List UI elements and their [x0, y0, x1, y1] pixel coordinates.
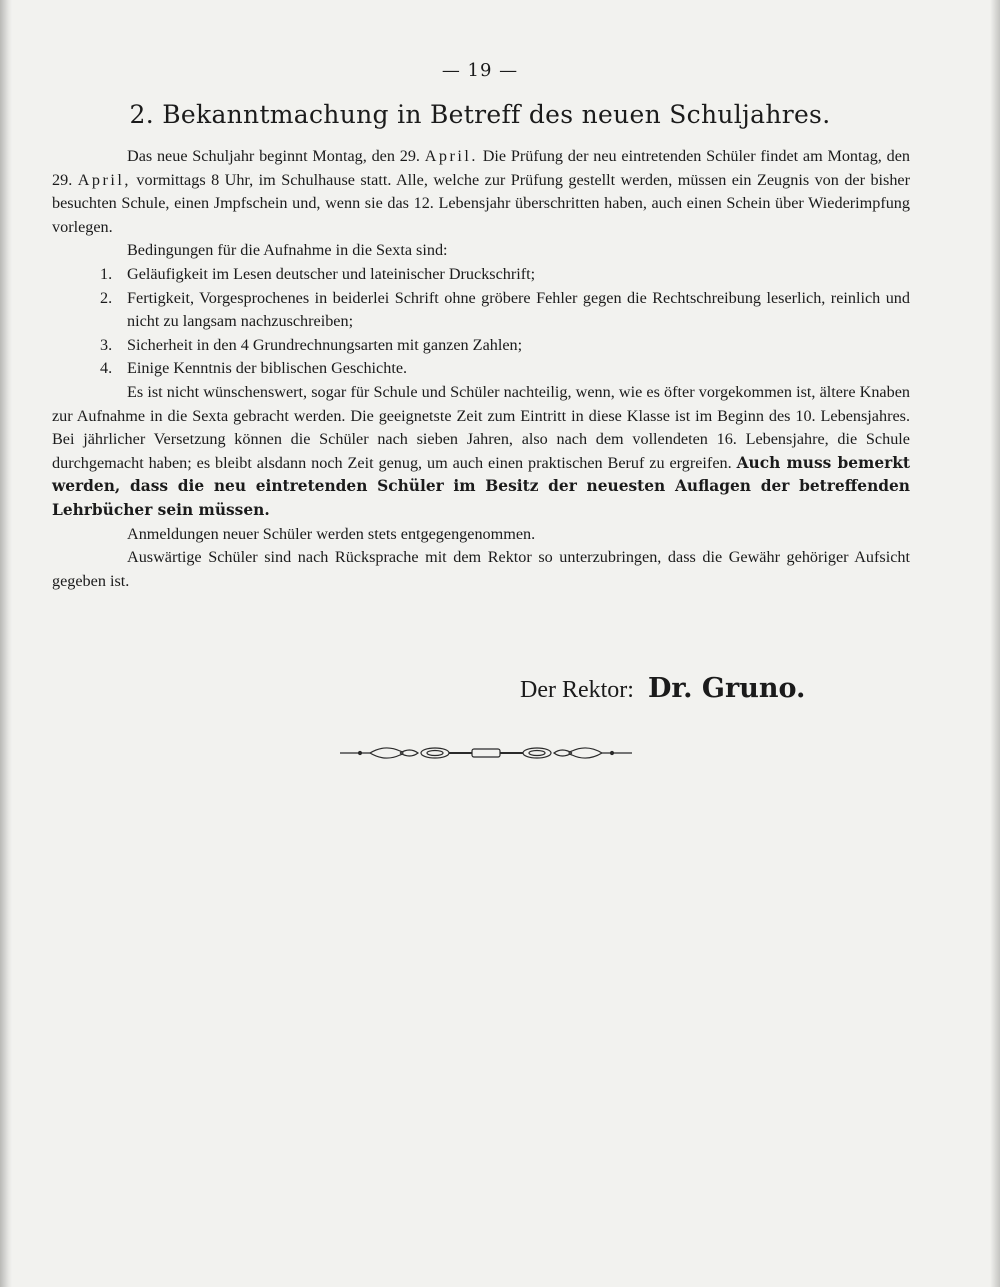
- page-edge-right: [990, 0, 1000, 1287]
- paragraph-admission-age: Es ist nicht wünschenswert, sogar für Schule und Schüler nachteilig, wenn, wie es öfter vorgekommen ist, ältere Knaben zur Aufnahme in die Sexta gebracht werden. Die geeignetste Zeit zum Eintritt in diese Klasse ist im Beginn des 10. Lebensjahres. Bei jährlicher Versetzung können die Schüler nach sieben Jahren, also nach dem vollendeten 16. Lebensjahre, die Schule durchgemacht haben; es bleibt alsdann noch Zeit genug, um auch einen praktischen Beruf zu ergreifen. Auch muss bemerkt werden, dass die neu eintretenden Schüler im Besitz der neuesten Auflagen der betreffenden Lehrbücher sein müssen.: [52, 382, 911, 519]
- paragraph-external-students: Auswärtige Schüler sind nach Rücksprache mit dem Rektor so unterzubringen, dass die Gewähr gehöriger Aufsicht gegeben ist.: [52, 548, 910, 590]
- textbook-notice: Auch muss bemerkt werden, dass die neu eintretenden Schüler im Besitz der neuesten Auflagen der betreffenden Lehrbücher sein müssen.: [52, 453, 911, 519]
- conditions-intro: Bedingungen für die Aufnahme in die Sexta sind:: [127, 241, 448, 260]
- paragraph-registration: Anmeldungen neuer Schüler werden stets entgegengenommen.: [127, 524, 536, 543]
- list-item: 2. Fertigkeit, Vorgesprochenes in beiderlei Schrift ohne gröbere Fehler gegen die Rechtschreibung leserlich, reinlich und nicht zu langsam nachzuschreiben;: [100, 288, 910, 331]
- page-number: — 19 —: [441, 60, 519, 81]
- paragraph-school-start: Das neue Schuljahr beginnt Montag, den 29. April. Die Prüfung der neu eintretenden Schüler findet am Montag, den 29. April, vormittags 8 Uhr, im Schulhause statt. Alle, welche zur Prüfung gestellt werden, müssen ein Zeugnis von der bisher besuchten Schule, einen Jmpfschein und, wenn sie das 12. Lebensjahr überschritten haben, auch einen Schein über Wiederimpfung vorlegen.: [52, 147, 911, 236]
- conditions-list: [52, 263, 910, 381]
- list-item: 4. Einige Kenntnis der biblischen Geschichte.: [100, 359, 408, 378]
- list-item: 3. Sicherheit in den 4 Grundrechnungsarten mit ganzen Zahlen;: [100, 335, 523, 354]
- list-item: 1. Geläufigkeit im Lesen deutscher und lateinischer Druckschrift;: [100, 264, 536, 283]
- signature-label: Der Rektor:: [520, 677, 634, 703]
- signature-name: Dr. Gruno.: [647, 673, 806, 704]
- section-heading: 2. Bekanntmachung in Betreff des neuen Schuljahres.: [129, 100, 831, 129]
- signature: [520, 673, 920, 704]
- ornament-divider-icon: [340, 738, 632, 768]
- page-edge-left: [0, 0, 12, 1287]
- body-text: [52, 145, 910, 593]
